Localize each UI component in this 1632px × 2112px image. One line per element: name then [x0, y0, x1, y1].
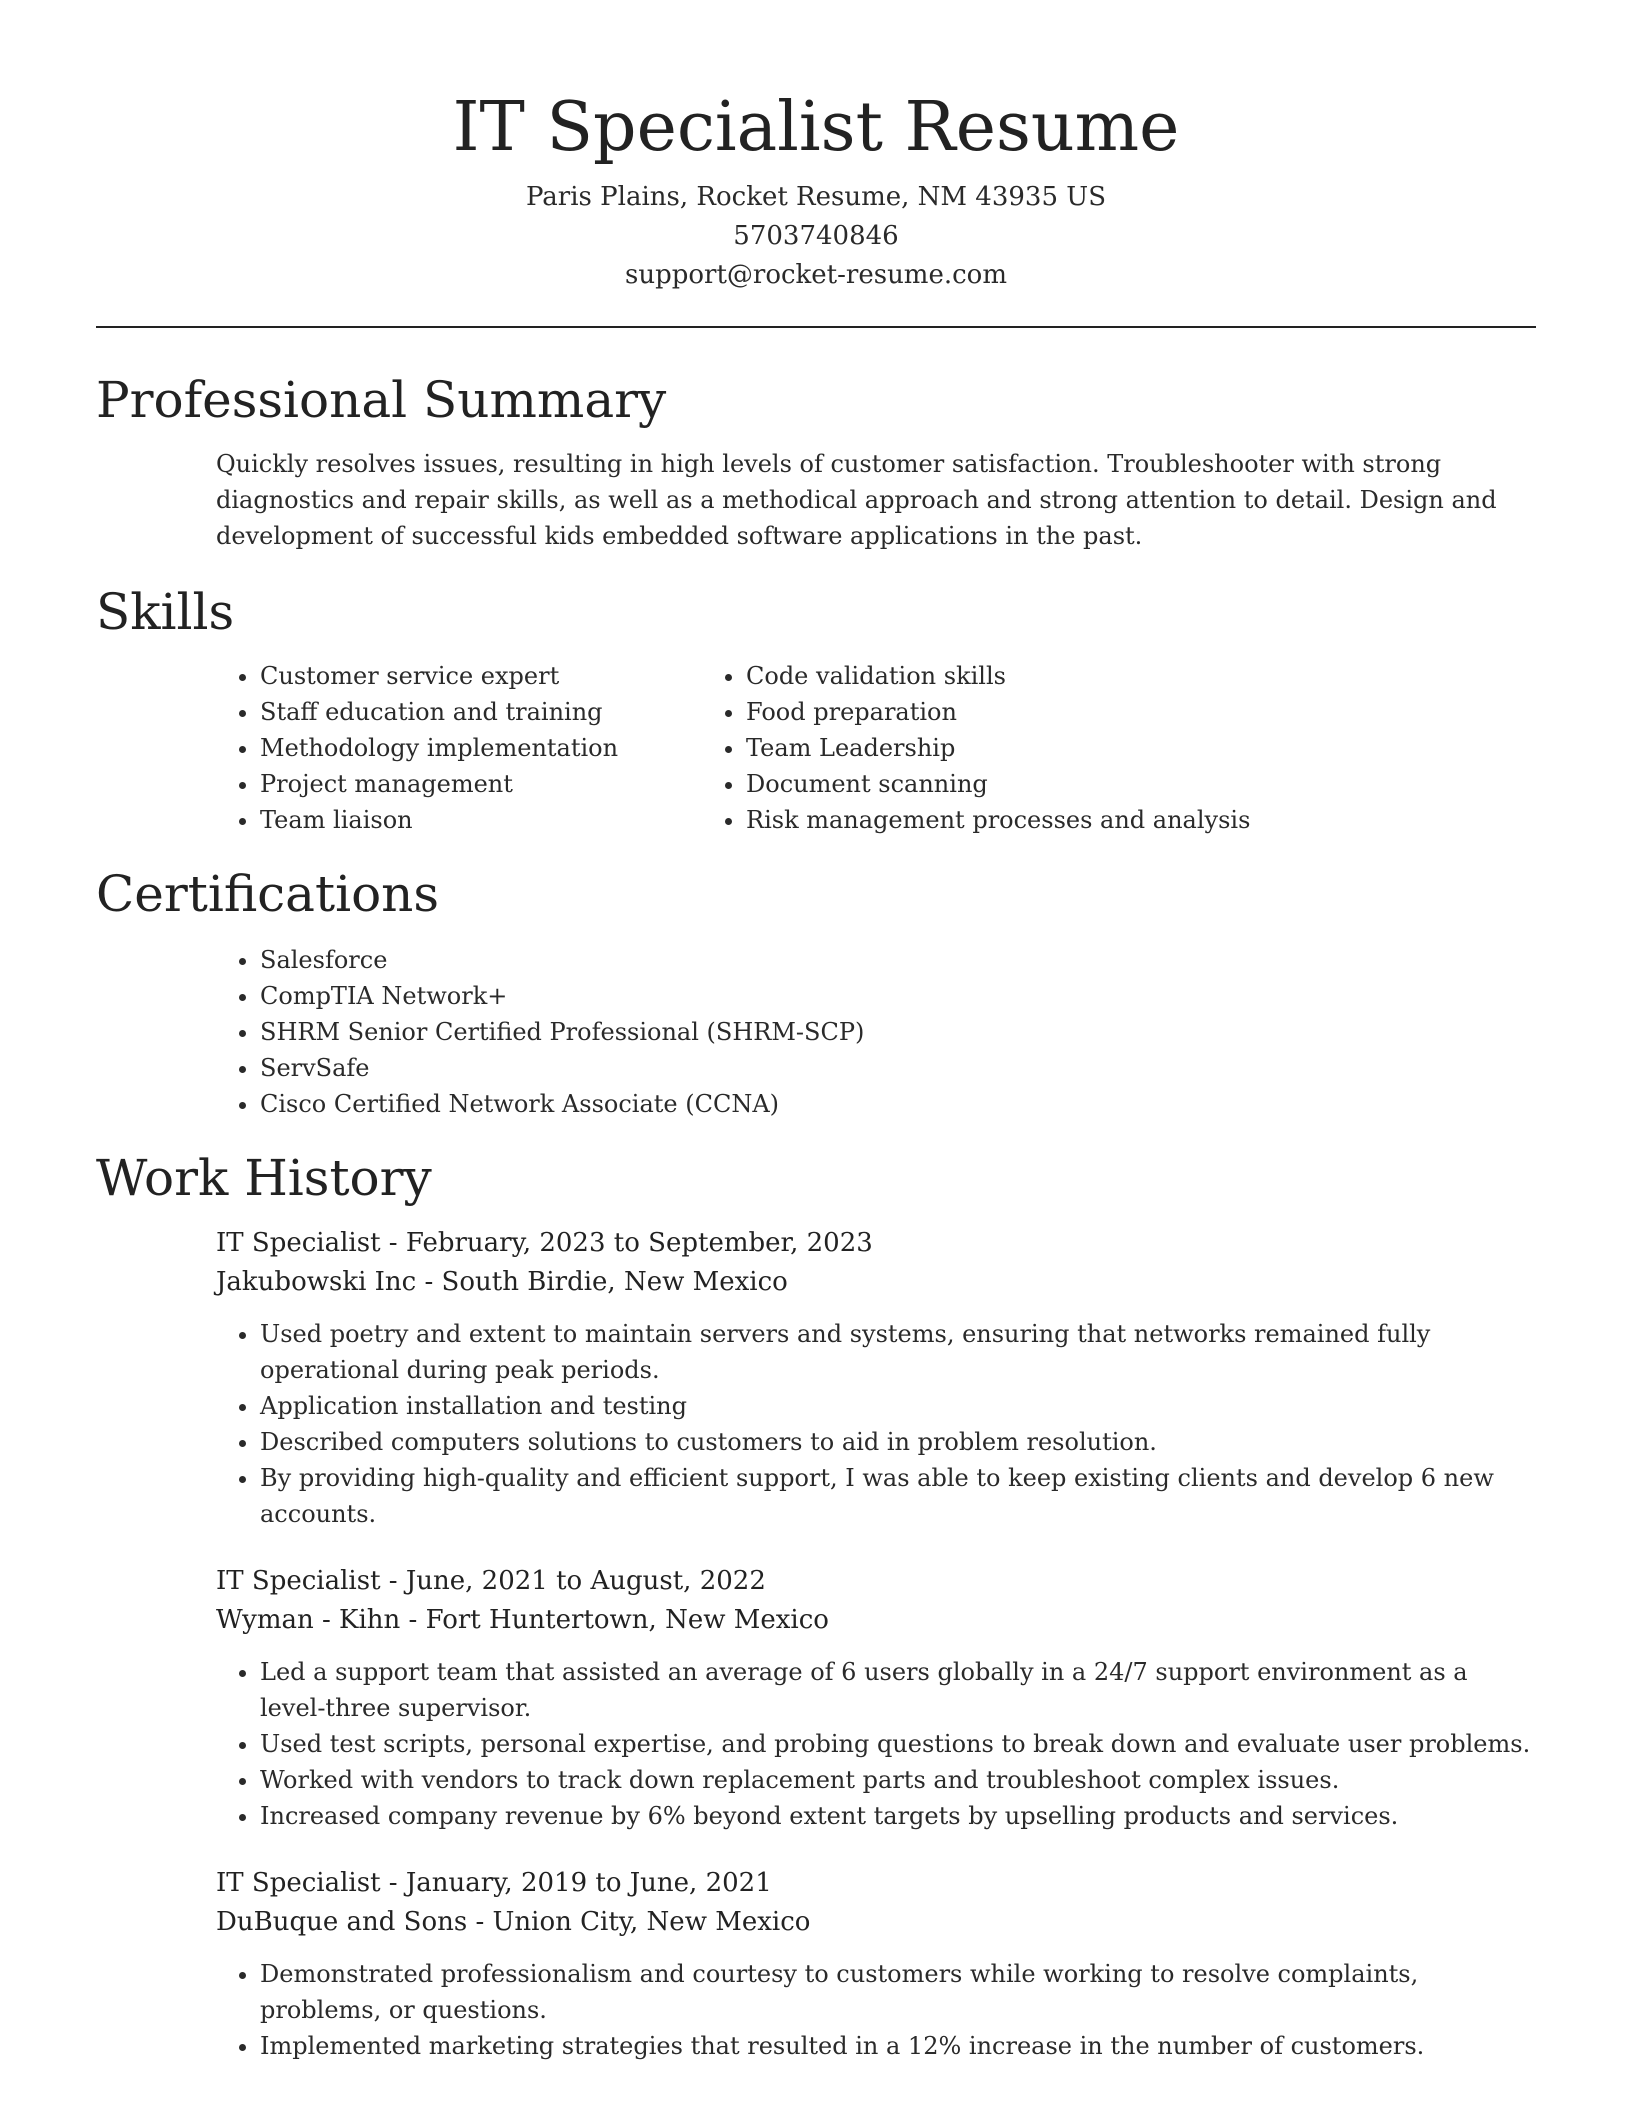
- header-divider: [96, 326, 1536, 328]
- job-title: IT Specialist - January, 2019 to June, 2021: [216, 1868, 772, 1898]
- list-item: • Used test scripts, personal expertise, and probing questions to break down and evaluate user problems.: [260, 1726, 1536, 1762]
- list-item: • Implemented marketing strategies that resulted in a 12% increase in the number of customers.: [260, 2028, 1536, 2064]
- list-item: • Used poetry and extent to maintain servers and systems, ensuring that networks remained fully operational during peak periods.: [260, 1316, 1536, 1388]
- job-entry: [216, 1562, 1536, 1834]
- list-item: • CompTIA Network+: [260, 978, 1536, 1014]
- list-item: • Led a support team that assisted an average of 6 users globally in a 24/7 support environment as a level-three supervisor.: [260, 1654, 1536, 1726]
- phone-line: 5703740846: [733, 221, 899, 251]
- list-item: • Demonstrated professionalism and courtesy to customers while working to resolve complaints, problems, or questions.: [260, 1956, 1536, 2028]
- list-item: • Team Leadership: [746, 730, 1536, 766]
- email-line: support@rocket-resume.com: [624, 260, 1007, 290]
- certifications-list: [96, 942, 1536, 1122]
- address-line: Paris Plains, Rocket Resume, NM 43935 US: [525, 182, 1107, 212]
- list-item: • Staff education and training: [260, 694, 746, 730]
- job-company: Wyman - Kihn - Fort Huntertown, New Mexico: [216, 1605, 829, 1635]
- skills-list-right: [746, 658, 1536, 838]
- summary-text: Quickly resolves issues, resulting in high levels of customer satisfaction. Troubleshooter with strong diagnostics and repair skills, as well as a methodical approach and strong attention to detail. Design and development of successful kids embedded software applications in the past.: [216, 450, 1497, 550]
- list-item: • By providing high-quality and efficient support, I was able to keep existing clients and develop 6 new accounts.: [260, 1460, 1536, 1532]
- work-history-heading: Work History: [96, 1149, 432, 1207]
- skills-list-left: [96, 658, 746, 838]
- job-bullets: [216, 1654, 1536, 1834]
- job-entry: [216, 1224, 1536, 1532]
- certifications-heading: Certifications: [96, 865, 440, 923]
- list-item: • Food preparation: [746, 694, 1536, 730]
- job-company: DuBuque and Sons - Union City, New Mexico: [216, 1907, 811, 1937]
- list-item: • Application installation and testing: [260, 1388, 1536, 1424]
- list-item: • Customer service expert: [260, 658, 746, 694]
- list-item: • Team liaison: [260, 802, 746, 838]
- list-item: • SHRM Senior Certified Professional (SHRM-SCP): [260, 1014, 1536, 1050]
- job-title: IT Specialist - February, 2023 to September, 2023: [216, 1228, 873, 1258]
- list-item: • Document scanning: [746, 766, 1536, 802]
- job-bullets: [216, 1316, 1536, 1532]
- list-item: • Increased company revenue by 6% beyond extent targets by upselling products and services.: [260, 1798, 1536, 1834]
- list-item: • Code validation skills: [746, 658, 1536, 694]
- list-item: • Cisco Certified Network Associate (CCNA): [260, 1086, 1536, 1122]
- page-title: IT Specialist Resume: [452, 88, 1180, 167]
- skills-columns: [96, 658, 1536, 838]
- list-item: • Project management: [260, 766, 746, 802]
- list-item: • Described computers solutions to customers to aid in problem resolution.: [260, 1424, 1536, 1460]
- resume-page: [96, 0, 1536, 2064]
- skills-heading: Skills: [96, 583, 235, 641]
- list-item: • Salesforce: [260, 942, 1536, 978]
- resume-header: [96, 0, 1536, 295]
- list-item: • Worked with vendors to track down replacement parts and troubleshoot complex issues.: [260, 1762, 1536, 1798]
- job-entry: [216, 1864, 1536, 2064]
- contact-info: [96, 178, 1536, 295]
- summary-heading: Professional Summary: [96, 371, 667, 429]
- list-item: • ServSafe: [260, 1050, 1536, 1086]
- job-title: IT Specialist - June, 2021 to August, 2022: [216, 1566, 766, 1596]
- job-company: Jakubowski Inc - South Birdie, New Mexico: [216, 1267, 788, 1297]
- list-item: • Risk management processes and analysis: [746, 802, 1536, 838]
- job-bullets: [216, 1956, 1536, 2064]
- list-item: • Methodology implementation: [260, 730, 746, 766]
